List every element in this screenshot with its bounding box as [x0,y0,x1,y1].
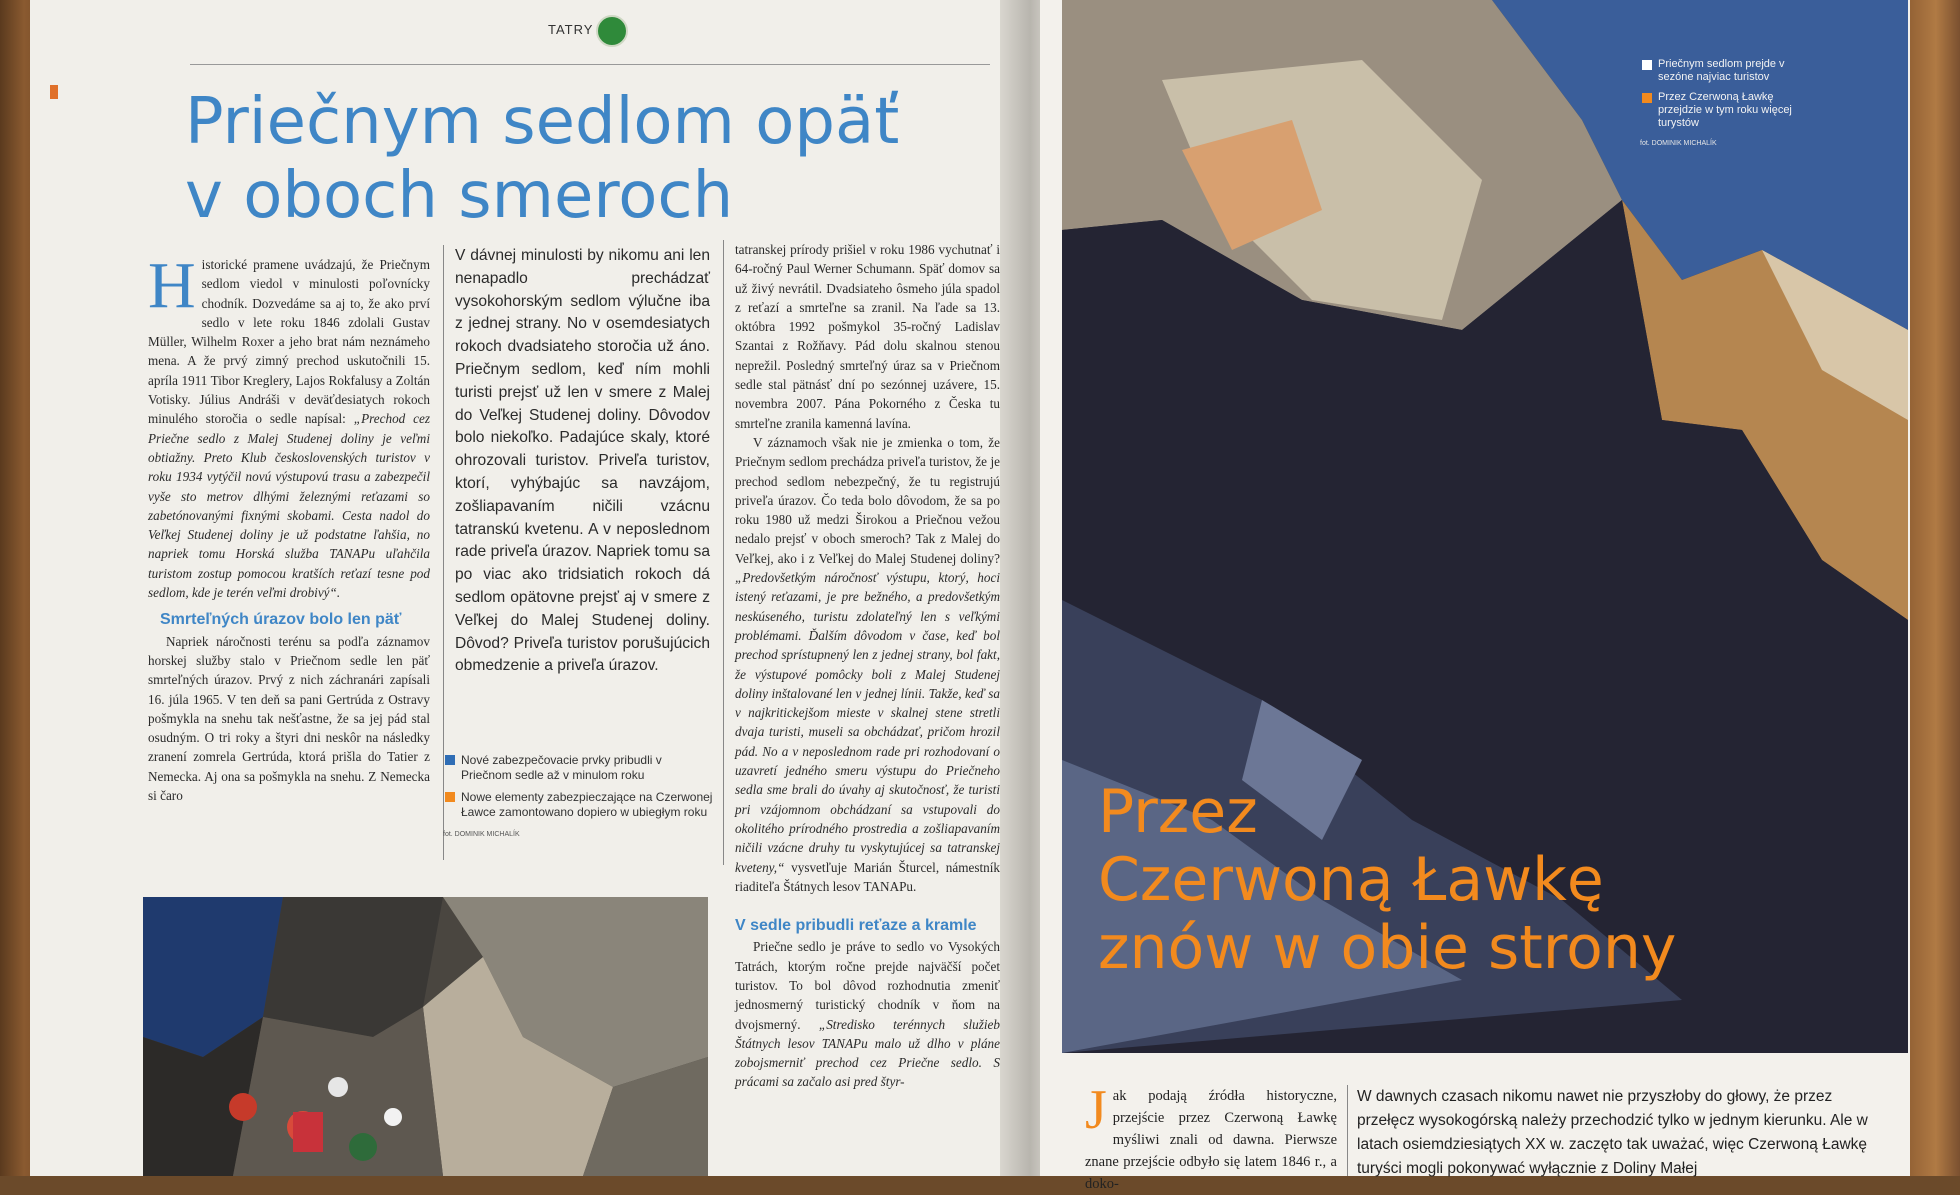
tanap-logo-icon [596,15,628,47]
subheading: V sedle pribudli reťaze a kramle [735,917,977,935]
dropcap: J [1085,1079,1107,1141]
legend-square-pl [445,792,455,802]
column-divider [1347,1085,1348,1176]
photo-credit: fot. DOMINIK MICHALÍK [1640,140,1717,147]
photo-caption-right: Priečnym sedlom prejde v sezóne najviac turistov Przez Czerwoną Ławkę przejdzie w tym roku więcej turystów fot. DOMINIK MICHALÍK [1640,58,1800,150]
photo-credit: fot. DOMINIK MICHALÍK [443,831,520,838]
sk-column-2: V dávnej minulosti by nikomu ani len nenapadlo prechádzať vysokohorským sedlom výlučne iba z jednej strany. No v osemdesiatych rokoch dvadsiateho storočia už áno. Priečnym sedlom, keď ním mohli turisti prejsť už len v smere z Malej do Veľkej Studenej doliny. Dôvodov bolo niekoľko. Padajúce skaly, ktoré ohrozovali turistov. Priveľa turistov, ktorí, vyhýbajúc sa navzájom, zošliapavaním ničili vzácnu tatranskú kvetenu. A v neposlednom rade priveľa úrazov. Napriek tomu sa po viac ako tridsiatich rokoch dá sedlom opätovne prejsť aj v smere z Veľkej do Malej Studenej doliny. Dôvod? Priveľa turistov porušujúcich obmedzenie a priveľa úrazov. [455,247,710,675]
header-rule [190,64,990,65]
sk-column-1: Historické pramene uvádzajú, že Priečnym sedlom viedol v minulosti poľovnícky chodník. Dozvedáme sa aj to, že ako prví sedlo v lete roku 1846 zdolali Gustav Müller, Wilhelm Roxer a jeho brat nám neznámeho mena. A že prvý zimný prechod uskutočnili 15. apríla 1911 Tibor Kreglery, Lajos Rokfalusy a Zoltán Votisky. Július Andráši v deväťdesiatych rokoch minulého storočia o sedle napísal: „Prechod cez Priečne sedlo z Malej Studenej doliny je veľmi obtiažny. Preto Klub československých turistov v roku 1934 vytýčil novú výstupovú trasu a zabezpečil vyše sto metrov dlhými železnými reťazami so zabetónovanými fixnými skobami. Cesta nadol do Veľkej Studenej doliny je už podstatne ľahšia, no napriek tomu Horská služba TANAPu uľahčila turistom zostup pomocou kratších reťazí tesne pod sedlom, kde je terén veľmi drobivý“. Smrteľných úrazov bolo len päť Napriek náročnosti terénu sa podľa záznamov horskej služby stalo v Priečnom sedle len päť smrteľných úrazov. Prvý z nich záchranári zapísali 16. júla 1965. V ten deň sa pani Gertrúda z Ostravy pošmykla na snehu tak nešťastne, že sa jej pád stal osudným. O tri roky a štyri dni neskôr na následky zranení zomrela Gertrúda, ktorá prišla do Tatier z Nemecka. Aj ona sa pošmykla na snehu. Z Nemecka si čaro [148,249,431,804]
sk-column-3: tatranskej prírody prišiel v roku 1986 vychutnať i 64-ročný Paul Werner Schumann. Späť domov sa už živý nevrátil. Dvadsiateho ôsmeho júla spadol z reťazí a smrteľne sa zranil. Na ľade sa 13. októbra 1992 pošmykol 35-ročný Ladislav Szantai z Rožňavy. Pád dolu skalnou stenou neprežil. Posledný smrteľný úraz sa v Priečnom sedle stal pätnásť dní po sezónnej uzávere, 15. novembra 2007. Pána Pokorného z Česka tu smrteľne zranila kamenná lavína. V záznamoch však nie je zmienka o tom, že Priečnym sedlom prechádza priveľa turistov, že je prechod sedlom nebezpečný, že tu registrujú priveľa úrazov. Čo teda bolo dôvodom, že sa po roku 1980 už medzi Širokou a Priečnou vežou nedalo prejsť v oboch smeroch? Tak z Malej do Veľkej, ako i z Veľkej do Malej Studenej doliny? „Predovšetkým náročnosť výstupu, ktorý, hoci istený reťazami, je pre bežného, a predovšetkým neskúseného, turistu zdolateľný len s veľkými problémami. Ďalším dôvodom v čase, keď bol prechod sprístupnený len z jednej strany, bol fakt, že výstupové pomôcky boli z Malej Studenej doliny inštalované len v jednej línii. Takže, keď sa v najkritickejšom mieste v skalnej stene stretli dvaja turisti, museli sa obchádzať, pričom hrozil pád. No a v neposlednom rade pri rozhodovaní o uzavretí jedného smeru výstupu do Priečneho sedla sme brali do úvahy aj skutočnosť, že turisti pri vzájomnom obchádzaní sa vstupovali do okolitého prírodného prostredia a zošliapavaním ničili vzácne druhy tu vyskytujúcej sa tatranskej kveteny,“ vysvetľuje Marián Šturcel, námestník riaditeľa Štátnych lesov TANAPu. V sedle pribudli reťaze a kramle Priečne sedlo je práve to sedlo vo Vysokých Tatrách, ktorým ročne prejde najväčší počet turistov. To bol dôvod rozhodnutia zmeniť jednosmerný turistický chodník v ňom na dvojsmerný. „Stredisko terénnych služieb Štátnych lesov TANAPu malo už dlho v pláne zobojsmerniť prechod cez Priečne sedlo. S prácami sa začalo asi pred štyr- [735,242,1001,1090]
legend-square-sk [1642,60,1652,70]
sk-article-title: Priečnym sedlom opäť v oboch smeroch [185,85,900,233]
climbers-photo [143,897,708,1176]
subheading: Smrteľných úrazov bolo len päť [160,611,402,629]
pl-column-1: Jak podają źródła historyczne, przejście przez Czerwoną Ławkę myśliwi znali od dawna. Pierwsze znane przejście odbyło się latem 1846 r., a doko- [1085,1079,1337,1192]
column-divider [723,240,724,865]
legend-square-sk [445,755,455,765]
dropcap: H [148,249,196,322]
pl-column-2: W dawnych czasach nikomu nawet nie przyszłoby do głowy, że przez przełęcz wysokogórską należy przechodzić tylko w jednym kierunku. Ale w latach osiemdziesiątych XX w. zaczęto tak uważać, więc Czerwoną Ławkę turyści mogli pokonywać wyłącznie z Doliny Małej [1357,1088,1868,1177]
page-edge-marker [50,85,58,99]
legend-square-pl [1642,93,1652,103]
pl-article-title: Przez Czerwoną Ławkę znów w obie strony [1098,777,1677,983]
photo-caption-left: Nové zabezpečovacie prvky pribudli v Priečnom sedle až v minulom roku Nowe elementy zabezpieczające na Czerwonej Ławce zamontowano dopiero w ubiegłym roku fot. DOMINIK MICHALÍK [443,753,713,842]
section-header: TATRY [548,22,594,37]
